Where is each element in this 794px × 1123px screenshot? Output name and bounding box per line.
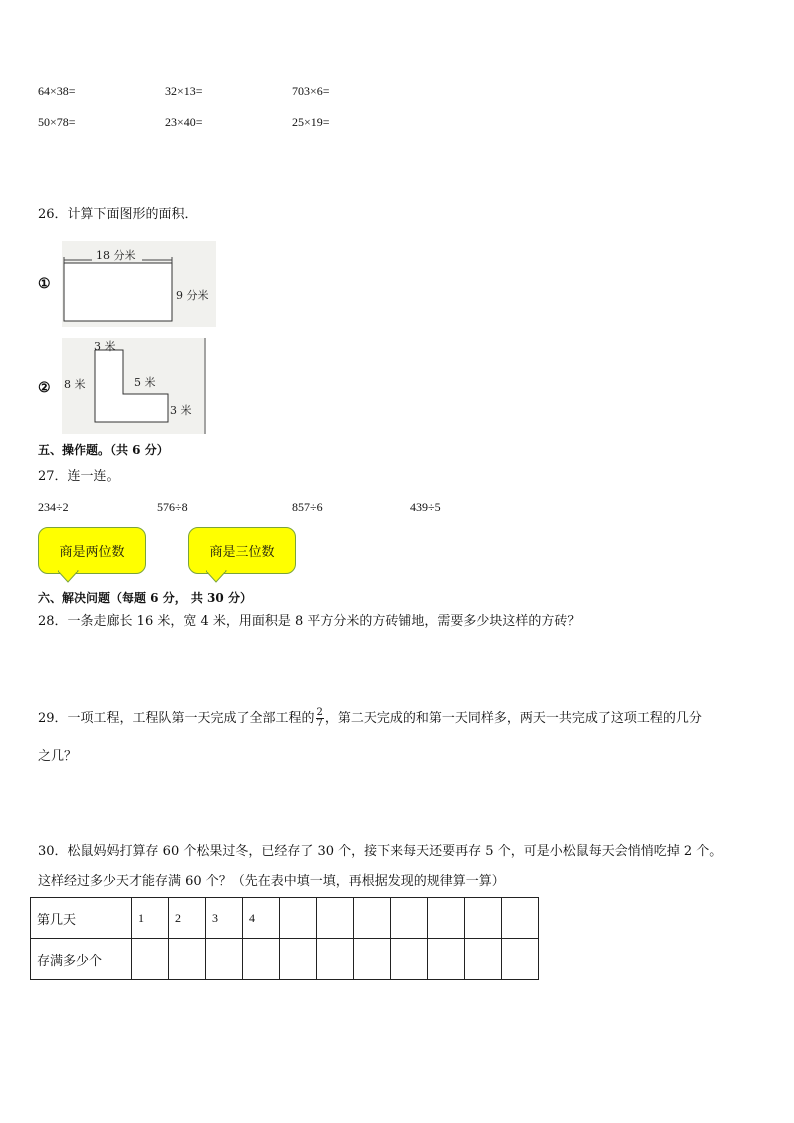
question-27: 27．连一连。 <box>38 469 120 484</box>
table-cell[interactable] <box>428 939 465 980</box>
figure-1-length-label: 18 分米 <box>96 249 136 262</box>
table-cell[interactable] <box>280 898 317 939</box>
table-cell[interactable] <box>391 939 428 980</box>
question-29-line-2: 之几？ <box>38 749 78 764</box>
table-cell[interactable] <box>243 939 280 980</box>
table-cell: 3 <box>206 898 243 939</box>
table-cell[interactable] <box>132 939 169 980</box>
table-head-count: 存满多少个 <box>31 939 132 980</box>
figure-1-rectangle <box>62 241 216 327</box>
table-cell[interactable] <box>317 898 354 939</box>
table-cell[interactable] <box>502 898 539 939</box>
question-28: 28．一条走廊长 16 米，宽 4 米，用面积是 8 平方分米的方砖铺地，需要多少块这样的方砖？ <box>38 614 581 629</box>
calc-item: 64×38= <box>38 84 76 98</box>
table-cell[interactable] <box>280 939 317 980</box>
figure-1-marker: ① <box>38 276 51 292</box>
section-5-heading: 五、操作题。（共 6 分） <box>38 443 169 457</box>
bubble-2-tail <box>206 570 228 584</box>
table-cell[interactable] <box>502 939 539 980</box>
division-expression: 234÷2 <box>38 500 69 514</box>
table-cell[interactable] <box>391 898 428 939</box>
table-cell: 4 <box>243 898 280 939</box>
figure-2-middle-label: 5 米 <box>134 376 156 389</box>
calc-item: 32×13= <box>165 84 203 98</box>
calc-item: 23×40= <box>165 115 203 129</box>
fraction-two-sevenths <box>316 708 324 729</box>
table-cell[interactable] <box>206 939 243 980</box>
question-26: 26．计算下面图形的面积． <box>38 207 198 222</box>
question-29-text-after: ，第二天完成的和第一天同样多，两天一共完成了这项工程的几分 <box>324 711 702 726</box>
fraction-denominator: 7 <box>316 718 323 729</box>
table-cell: 2 <box>169 898 206 939</box>
figure-1-drawing <box>62 241 216 327</box>
table-cell[interactable] <box>354 898 391 939</box>
bubble-1-tail <box>58 570 80 584</box>
figure-2-right-label: 3 米 <box>170 404 192 417</box>
table-head-day: 第几天 <box>31 898 132 939</box>
calc-item: 703×6= <box>292 84 330 98</box>
fraction-numerator: 2 <box>316 707 323 718</box>
table-row <box>31 898 539 939</box>
calc-item: 50×78= <box>38 115 76 129</box>
figure-2-left-label: 8 米 <box>64 378 86 391</box>
calc-item: 25×19= <box>292 115 330 129</box>
division-expression: 857÷6 <box>292 500 323 514</box>
question-30-line-2: 这样经过多少天才能存满 60 个？（先在表中填一填，再根据发现的规律算一算） <box>38 874 505 889</box>
section-6-heading: 六、解决问题（每题 6 分， 共 30 分） <box>38 591 252 605</box>
question-29-text-before: 29．一项工程，工程队第一天完成了全部工程的 <box>38 711 315 726</box>
table-cell[interactable] <box>169 939 206 980</box>
bubble-two-digit-label: 商是两位数 <box>59 545 125 560</box>
table-cell[interactable] <box>428 898 465 939</box>
figure-2-lshape <box>62 338 206 434</box>
figure-2-top-label: 3 米 <box>94 340 116 353</box>
question-30-line-1: 30．松鼠妈妈打算存 60 个松果过冬，已经存了 30 个，接下来每天还要再存 5 个，可是小松鼠每天会悄悄吃掉 2 个。 <box>38 844 723 859</box>
table-cell: 1 <box>132 898 169 939</box>
table-cell[interactable] <box>465 898 502 939</box>
squirrel-table <box>30 897 539 980</box>
table-row <box>31 939 539 980</box>
bubble-two-digit-quotient <box>38 527 146 574</box>
table-cell[interactable] <box>465 939 502 980</box>
bubble-three-digit-label: 商是三位数 <box>209 545 275 560</box>
question-29 <box>38 708 702 729</box>
figure-2-marker: ② <box>38 380 51 396</box>
figure-1-width-label: 9 分米 <box>176 289 209 302</box>
table-cell[interactable] <box>317 939 354 980</box>
bubble-three-digit-quotient <box>188 527 296 574</box>
table-cell[interactable] <box>354 939 391 980</box>
division-expression: 439÷5 <box>410 500 441 514</box>
division-expression: 576÷8 <box>157 500 188 514</box>
